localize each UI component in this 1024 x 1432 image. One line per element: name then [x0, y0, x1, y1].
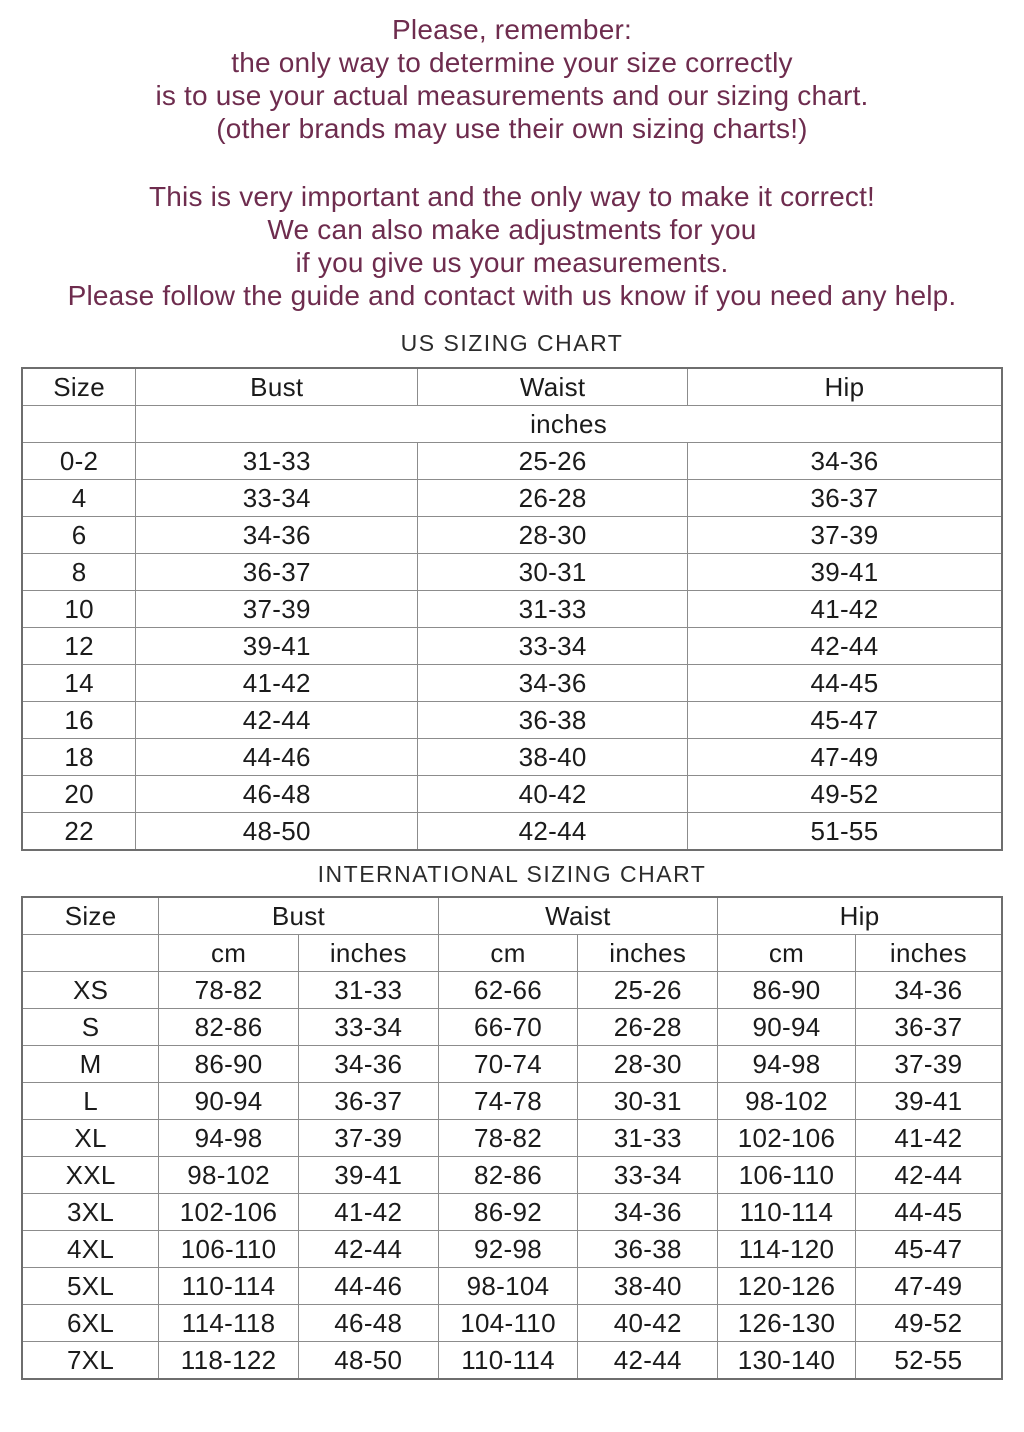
size-cell: XL [22, 1120, 159, 1157]
measurement-cell: 42-44 [298, 1231, 438, 1268]
measurement-cell: 94-98 [718, 1046, 856, 1083]
us-unit-empty-cell [22, 406, 136, 443]
measurement-cell: 70-74 [438, 1046, 578, 1083]
measurement-cell: 30-31 [578, 1083, 718, 1120]
intl-unit-label: inches [855, 935, 1002, 972]
measurement-cell: 44-46 [298, 1268, 438, 1305]
us-sizing-table [21, 367, 1003, 851]
measurement-cell: 42-44 [418, 813, 688, 851]
measurement-cell: 25-26 [418, 443, 688, 480]
size-cell: 14 [22, 665, 136, 702]
size-cell: 6 [22, 517, 136, 554]
measurement-cell: 38-40 [418, 739, 688, 776]
measurement-cell: 45-47 [855, 1231, 1002, 1268]
intl-unit-label: inches [578, 935, 718, 972]
measurement-cell: 82-86 [159, 1009, 299, 1046]
intro-line: Please, remember: [392, 14, 632, 45]
measurement-cell: 41-42 [855, 1120, 1002, 1157]
measurement-cell: 46-48 [136, 776, 418, 813]
measurement-cell: 66-70 [438, 1009, 578, 1046]
us-header-hip: Hip [687, 368, 1002, 406]
size-cell: XXL [22, 1157, 159, 1194]
measurement-cell: 34-36 [687, 443, 1002, 480]
table-row [22, 1046, 1002, 1083]
measurement-cell: 37-39 [855, 1046, 1002, 1083]
measurement-cell: 28-30 [418, 517, 688, 554]
measurement-cell: 39-41 [136, 628, 418, 665]
table-row [22, 776, 1002, 813]
size-cell: 4 [22, 480, 136, 517]
table-row [22, 1268, 1002, 1305]
us-header-size: Size [22, 368, 136, 406]
size-cell: 7XL [22, 1342, 159, 1380]
measurement-cell: 98-102 [159, 1157, 299, 1194]
measurement-cell: 31-33 [418, 591, 688, 628]
measurement-cell: 118-122 [159, 1342, 299, 1380]
measurement-cell: 62-66 [438, 972, 578, 1009]
measurement-cell: 94-98 [159, 1120, 299, 1157]
measurement-cell: 42-44 [578, 1342, 718, 1380]
measurement-cell: 44-45 [855, 1194, 1002, 1231]
size-cell: 5XL [22, 1268, 159, 1305]
measurement-cell: 36-38 [418, 702, 688, 739]
measurement-cell: 36-38 [578, 1231, 718, 1268]
size-cell: 10 [22, 591, 136, 628]
intro-text-block [0, 0, 1024, 312]
measurement-cell: 42-44 [687, 628, 1002, 665]
measurement-cell: 39-41 [855, 1083, 1002, 1120]
table-row [22, 1342, 1002, 1380]
size-cell: 12 [22, 628, 136, 665]
size-cell: 20 [22, 776, 136, 813]
measurement-cell: 31-33 [298, 972, 438, 1009]
intro-line: This is very important and the only way to make it correct! [148, 181, 876, 212]
intl-table-body [22, 972, 1002, 1380]
us-unit-label: inches [136, 406, 1002, 443]
measurement-cell: 86-90 [159, 1046, 299, 1083]
measurement-cell: 34-36 [298, 1046, 438, 1083]
measurement-cell: 34-36 [855, 972, 1002, 1009]
measurement-cell: 110-114 [159, 1268, 299, 1305]
measurement-cell: 37-39 [687, 517, 1002, 554]
measurement-cell: 41-42 [136, 665, 418, 702]
measurement-cell: 42-44 [855, 1157, 1002, 1194]
intl-unit-label: inches [298, 935, 438, 972]
intl-unit-label: cm [438, 935, 578, 972]
measurement-cell: 47-49 [855, 1268, 1002, 1305]
measurement-cell: 34-36 [578, 1194, 718, 1231]
table-row [22, 1083, 1002, 1120]
measurement-cell: 36-37 [136, 554, 418, 591]
measurement-cell: 28-30 [578, 1046, 718, 1083]
measurement-cell: 114-118 [159, 1305, 299, 1342]
intl-header-row [22, 897, 1002, 935]
measurement-cell: 34-36 [136, 517, 418, 554]
intl-header-bust: Bust [159, 897, 438, 935]
measurement-cell: 33-34 [418, 628, 688, 665]
measurement-cell: 86-90 [718, 972, 856, 1009]
intro-line: We can also make adjustments for you [267, 214, 757, 245]
measurement-cell: 106-110 [159, 1231, 299, 1268]
size-cell: 22 [22, 813, 136, 851]
table-row [22, 480, 1002, 517]
measurement-cell: 42-44 [136, 702, 418, 739]
measurement-cell: 31-33 [136, 443, 418, 480]
measurement-cell: 104-110 [438, 1305, 578, 1342]
measurement-cell: 47-49 [687, 739, 1002, 776]
measurement-cell: 78-82 [159, 972, 299, 1009]
measurement-cell: 52-55 [855, 1342, 1002, 1380]
size-cell: 0-2 [22, 443, 136, 480]
measurement-cell: 34-36 [418, 665, 688, 702]
size-cell: 4XL [22, 1231, 159, 1268]
table-row [22, 1120, 1002, 1157]
table-row [22, 1009, 1002, 1046]
measurement-cell: 102-106 [159, 1194, 299, 1231]
us-header-bust: Bust [136, 368, 418, 406]
measurement-cell: 90-94 [718, 1009, 856, 1046]
table-row [22, 739, 1002, 776]
measurement-cell: 51-55 [687, 813, 1002, 851]
measurement-cell: 25-26 [578, 972, 718, 1009]
size-cell: XS [22, 972, 159, 1009]
intl-header-size: Size [22, 897, 159, 935]
table-row [22, 1305, 1002, 1342]
measurement-cell: 41-42 [687, 591, 1002, 628]
table-row [22, 443, 1002, 480]
intro-line: Please follow the guide and contact with us know if you need any help. [67, 280, 957, 311]
measurement-cell: 92-98 [438, 1231, 578, 1268]
table-row [22, 972, 1002, 1009]
size-cell: 18 [22, 739, 136, 776]
measurement-cell: 82-86 [438, 1157, 578, 1194]
measurement-cell: 48-50 [136, 813, 418, 851]
measurement-cell: 130-140 [718, 1342, 856, 1380]
measurement-cell: 110-114 [438, 1342, 578, 1380]
measurement-cell: 33-34 [578, 1157, 718, 1194]
measurement-cell: 102-106 [718, 1120, 856, 1157]
paragraph-gap [0, 145, 1024, 180]
intl-unit-empty-cell [22, 935, 159, 972]
measurement-cell: 37-39 [298, 1120, 438, 1157]
intro-line: if you give us your measurements. [295, 247, 729, 278]
measurement-cell: 40-42 [418, 776, 688, 813]
intl-header-hip: Hip [718, 897, 1002, 935]
measurement-cell: 98-102 [718, 1083, 856, 1120]
intro-line: (other brands may use their own sizing charts!) [216, 113, 808, 144]
table-row [22, 591, 1002, 628]
measurement-cell: 38-40 [578, 1268, 718, 1305]
measurement-cell: 110-114 [718, 1194, 856, 1231]
measurement-cell: 36-37 [687, 480, 1002, 517]
table-row [22, 702, 1002, 739]
measurement-cell: 31-33 [578, 1120, 718, 1157]
international-sizing-table [21, 896, 1003, 1380]
table-row [22, 554, 1002, 591]
measurement-cell: 41-42 [298, 1194, 438, 1231]
measurement-cell: 98-104 [438, 1268, 578, 1305]
measurement-cell: 36-37 [855, 1009, 1002, 1046]
measurement-cell: 44-46 [136, 739, 418, 776]
intl-chart-title: INTERNATIONAL SIZING CHART [317, 861, 707, 887]
us-header-waist: Waist [418, 368, 688, 406]
intl-unit-row [22, 935, 1002, 972]
size-cell: 16 [22, 702, 136, 739]
table-row [22, 813, 1002, 851]
measurement-cell: 49-52 [855, 1305, 1002, 1342]
us-unit-row [22, 406, 1002, 443]
measurement-cell: 46-48 [298, 1305, 438, 1342]
measurement-cell: 48-50 [298, 1342, 438, 1380]
size-cell: 8 [22, 554, 136, 591]
measurement-cell: 90-94 [159, 1083, 299, 1120]
size-cell: S [22, 1009, 159, 1046]
us-header-row [22, 368, 1002, 406]
measurement-cell: 33-34 [298, 1009, 438, 1046]
table-row [22, 517, 1002, 554]
measurement-cell: 26-28 [418, 480, 688, 517]
measurement-cell: 45-47 [687, 702, 1002, 739]
measurement-cell: 106-110 [718, 1157, 856, 1194]
measurement-cell: 33-34 [136, 480, 418, 517]
measurement-cell: 86-92 [438, 1194, 578, 1231]
measurement-cell: 49-52 [687, 776, 1002, 813]
measurement-cell: 78-82 [438, 1120, 578, 1157]
measurement-cell: 40-42 [578, 1305, 718, 1342]
measurement-cell: 37-39 [136, 591, 418, 628]
intl-header-waist: Waist [438, 897, 717, 935]
size-cell: 3XL [22, 1194, 159, 1231]
table-row [22, 1157, 1002, 1194]
intl-unit-label: cm [718, 935, 856, 972]
us-table-body [22, 443, 1002, 851]
intl-unit-label: cm [159, 935, 299, 972]
measurement-cell: 39-41 [298, 1157, 438, 1194]
measurement-cell: 114-120 [718, 1231, 856, 1268]
table-row [22, 628, 1002, 665]
intro-line: is to use your actual measurements and our sizing chart. [155, 80, 869, 111]
measurement-cell: 26-28 [578, 1009, 718, 1046]
measurement-cell: 74-78 [438, 1083, 578, 1120]
intro-line: the only way to determine your size correctly [231, 47, 793, 78]
measurement-cell: 36-37 [298, 1083, 438, 1120]
measurement-cell: 30-31 [418, 554, 688, 591]
measurement-cell: 126-130 [718, 1305, 856, 1342]
size-cell: L [22, 1083, 159, 1120]
size-cell: 6XL [22, 1305, 159, 1342]
measurement-cell: 120-126 [718, 1268, 856, 1305]
table-row [22, 1231, 1002, 1268]
table-row [22, 1194, 1002, 1231]
table-row [22, 665, 1002, 702]
measurement-cell: 39-41 [687, 554, 1002, 591]
size-cell: M [22, 1046, 159, 1083]
measurement-cell: 44-45 [687, 665, 1002, 702]
us-chart-title: US SIZING CHART [400, 330, 624, 356]
